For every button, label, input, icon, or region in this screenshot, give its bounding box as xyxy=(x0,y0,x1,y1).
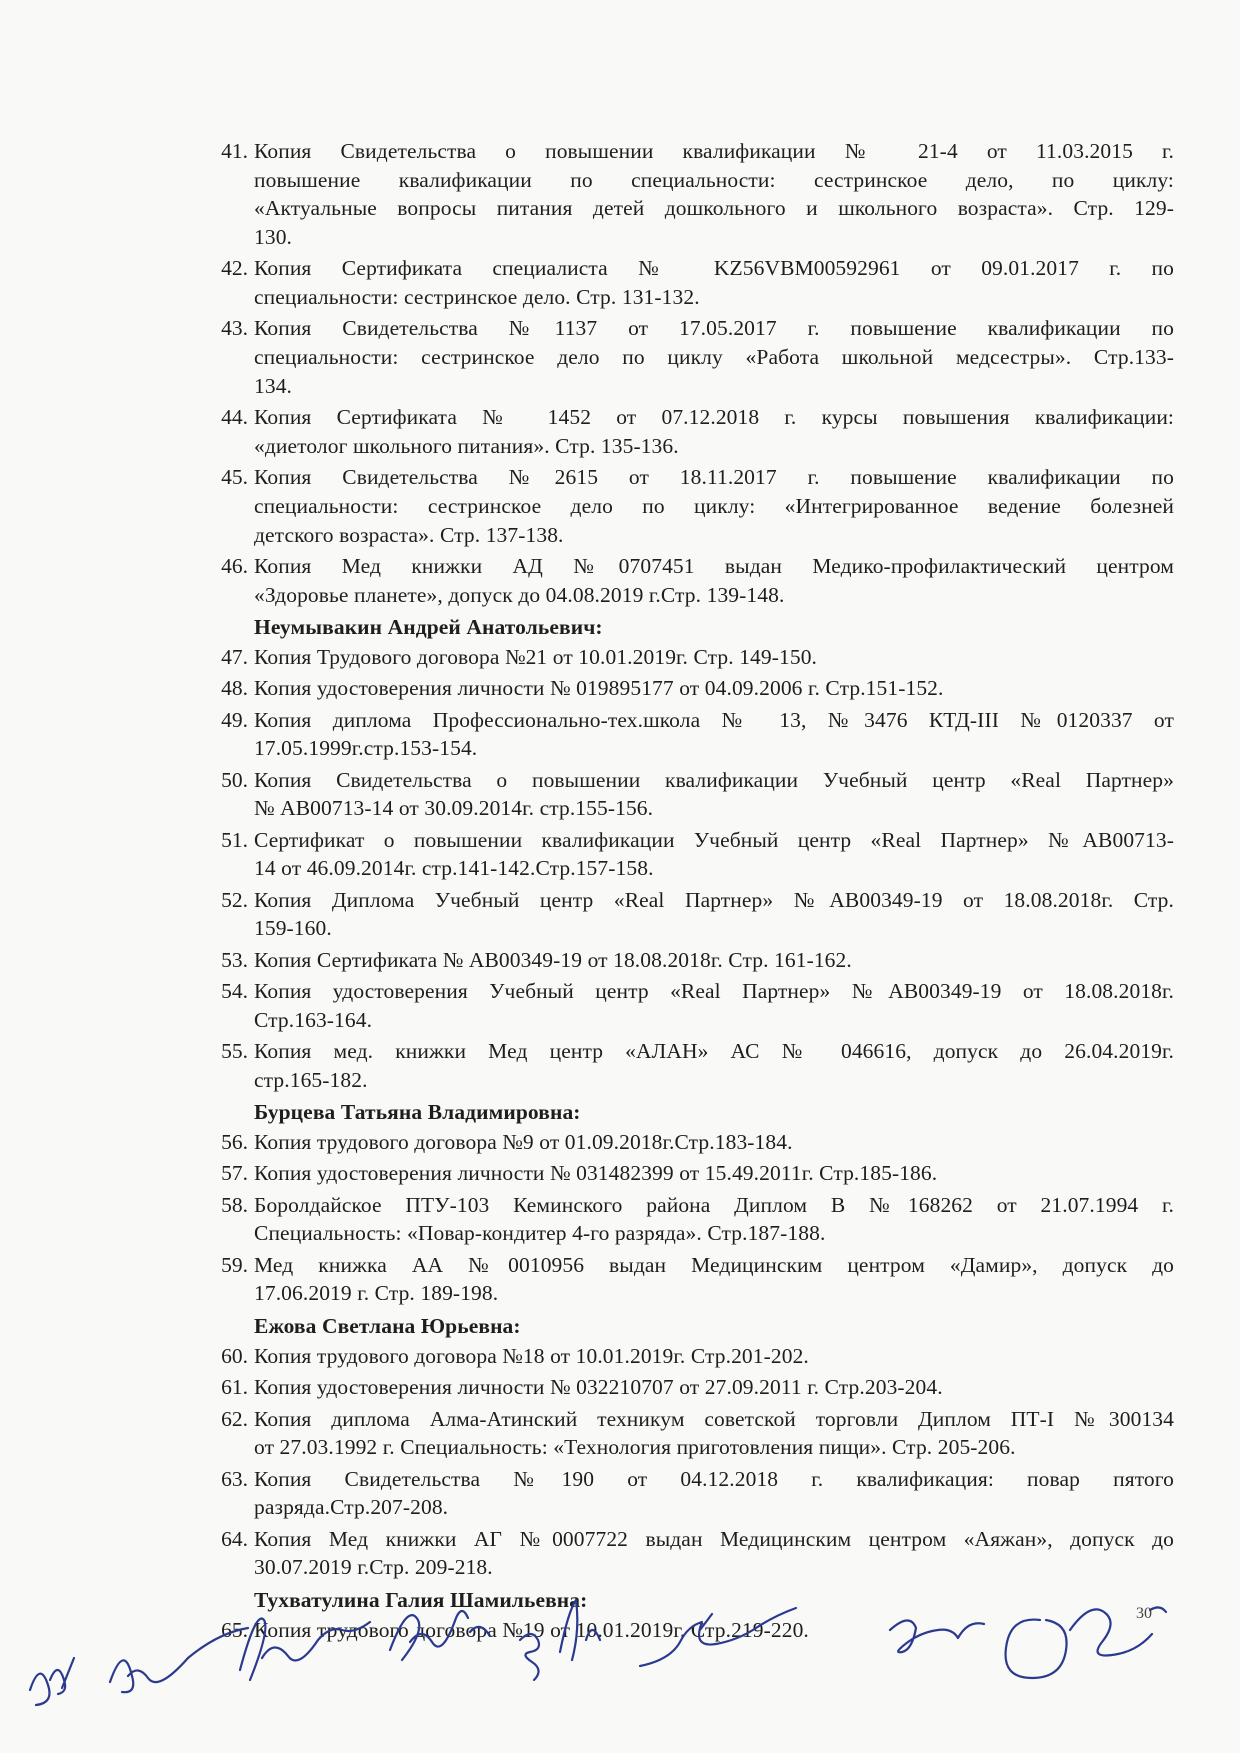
person-heading: Тухватулина Галия Шамильевна: xyxy=(254,1587,588,1612)
item-line: Мед книжка АА №0010956 выдан Медицинским центром «Дамир», допуск до xyxy=(254,1252,1174,1277)
item-number: 57. xyxy=(221,1161,248,1186)
item-line: 17.05.1999г.стр.153-154. xyxy=(254,736,478,761)
item-line: Копия Трудового договора №21 от 10.01.2019г. Стр. 149-150. xyxy=(254,645,818,669)
item-number: 49. xyxy=(221,707,248,732)
item-number: 47. xyxy=(221,645,248,669)
item-line: специальности: сестринское дело по циклу «Работа школьной медсестры». Стр.133- xyxy=(254,345,1174,370)
signature-5 xyxy=(520,1600,600,1680)
item-line: Копия трудового договора №19 от 10.01.2019г. Стр.219-220. xyxy=(254,1617,809,1642)
item-line: Копия Свидетельства о повышении квалификации Учебный центр «Real Партнер» xyxy=(254,767,1174,792)
item-number: 42. xyxy=(221,256,248,281)
item-line: Копия Мед книжки АД №0707451 выдан Медико-профилактический центром xyxy=(254,553,1174,578)
item-number: 58. xyxy=(221,1192,248,1217)
item-line: 159-160. xyxy=(254,916,332,941)
item-line: № АВ00713-14 от 30.09.2014г. стр.155-156. xyxy=(254,796,654,821)
item-number: 50. xyxy=(221,767,248,792)
item-number: 46. xyxy=(221,553,248,578)
item-line: Специальность: «Повар-кондитер 4-го разряда». Стр.187-188. xyxy=(254,1221,826,1246)
item-line: Копия Сертификата специалиста № KZ56VBM00592961 от 09.01.2017 г. по xyxy=(254,256,1174,281)
item-line: Копия Диплома Учебный центр «Real Партнер» №АВ00349-19 от 18.08.2018г. Стр. xyxy=(254,887,1174,912)
item-line: «Актуальные вопросы питания детей дошкольного и школьного возраста». Стр. 129- xyxy=(254,196,1174,221)
item-number: 64. xyxy=(221,1526,248,1551)
item-line: Копия трудового договора №9 от 01.09.2018г.Стр.183-184. xyxy=(254,1130,793,1155)
signature-2 xyxy=(110,1628,248,1692)
item-line: повышение квалификации по специальности: сестринское дело, по циклу: xyxy=(254,167,1174,192)
item-number: 43. xyxy=(221,316,248,341)
item-line: «Здоровье планете», допуск до 04.08.2019 г.Стр. 139-148. xyxy=(254,582,785,607)
item-line: разряда.Стр.207-208. xyxy=(254,1495,449,1520)
signature-6 xyxy=(640,1608,796,1666)
item-line: Копия удостоверения личности № 032210707 от 27.09.2011 г. Стр.203-204. xyxy=(254,1375,943,1400)
item-line: детского возраста». Стр. 137-138. xyxy=(254,522,564,547)
item-number: 56. xyxy=(221,1130,248,1155)
item-number: 55. xyxy=(221,1038,248,1063)
item-number: 44. xyxy=(221,405,248,430)
item-line: Копия диплома Алма-Атинский техникум советской торговли Диплом ПТ-I №300134 xyxy=(254,1406,1174,1431)
item-line: специальности: сестринское дело. Стр. 131-132. xyxy=(254,285,700,310)
item-line: Копия удостоверения личности № 019895177 от 04.09.2006 г. Стр.151-152. xyxy=(254,676,944,701)
item-line: 130. xyxy=(254,225,293,250)
item-number: 51. xyxy=(221,827,248,852)
signature-1 xyxy=(30,1658,74,1705)
item-line: 134. xyxy=(254,373,293,398)
item-line: Копия Свидетельства о повышении квалификации № 21-4 от 11.03.2015 г. xyxy=(254,139,1174,163)
item-line: Копия трудового договора №18 от 10.01.2019г. Стр.201-202. xyxy=(254,1343,809,1368)
item-line: Копия диплома Профессионально-тех.школа № 13, №3476 КТД-III №0120337 от xyxy=(254,707,1174,732)
item-line: от 27.03.1992 г. Специальность: «Технология приготовления пищи». Стр. 205-206. xyxy=(254,1435,1016,1460)
item-line: «диетолог школьного питания». Стр. 135-136. xyxy=(254,433,679,458)
page-number: 30 xyxy=(1136,1605,1152,1622)
item-number: 41. xyxy=(221,139,248,163)
signature-7 xyxy=(890,1620,984,1652)
item-number: 65. xyxy=(221,1617,248,1642)
item-number: 62. xyxy=(221,1406,248,1431)
item-line: Копия мед. книжки Мед центр «АЛАН» АС № 046616, допуск до 26.04.2019г. xyxy=(254,1038,1174,1063)
item-line: 30.07.2019 г.Стр. 209-218. xyxy=(254,1555,493,1580)
item-line: Копия Сертификата № АВ00349-19 от 18.08.2018г. Стр. 161-162. xyxy=(254,947,852,972)
item-line: Копия Свидетельства №1137 от 17.05.2017 г. повышение квалификации по xyxy=(254,316,1174,341)
person-heading: Бурцева Татьяна Владимировна: xyxy=(254,1099,581,1124)
item-line: Копия удостоверения Учебный центр «Real Партнер» №АВ00349-19 от 18.08.2018г. xyxy=(254,978,1174,1003)
item-number: 63. xyxy=(221,1466,248,1491)
item-number: 61. xyxy=(221,1375,248,1400)
signature-3 xyxy=(240,1619,370,1680)
item-line: 14 от 46.09.2014г. стр.141-142.Стр.157-158. xyxy=(254,856,654,881)
item-number: 59. xyxy=(221,1252,248,1277)
item-number: 60. xyxy=(221,1343,248,1368)
item-line: Копия Сертификата № 1452 от 07.12.2018 г. курсы повышения квалификации: xyxy=(254,405,1174,430)
item-number: 48. xyxy=(221,676,248,701)
item-line: специальности: сестринское дело по циклу: «Интегрированное ведение болезней xyxy=(254,493,1174,518)
item-number: 52. xyxy=(221,887,248,912)
item-number: 53. xyxy=(221,947,248,972)
item-line: Копия Свидетельства №190 от 04.12.2018 г. квалификация: повар пятого xyxy=(254,1466,1174,1491)
signature-row xyxy=(0,1570,1240,1753)
signature-4 xyxy=(390,1611,490,1660)
person-heading: Ежова Светлана Юрьевна: xyxy=(254,1313,521,1338)
person-heading: Неумывакин Андрей Анатольевич: xyxy=(254,614,603,639)
item-line: Копия Свидетельства №2615 от 18.11.2017 г. повышение квалификации по xyxy=(254,465,1174,490)
item-line: Боролдайское ПТУ-103 Кеминского района Диплом В №168262 от 21.07.1994 г. xyxy=(254,1192,1174,1217)
item-number: 54. xyxy=(221,978,248,1003)
item-number: 45. xyxy=(221,465,248,490)
item-line: Копия удостоверения личности № 031482399 от 15.49.2011г. Стр.185-186. xyxy=(254,1161,938,1186)
item-line: Стр.163-164. xyxy=(254,1007,373,1032)
item-line: стр.165-182. xyxy=(254,1067,368,1092)
item-line: 17.06.2019 г. Стр. 189-198. xyxy=(254,1281,499,1306)
item-line: Сертификат о повышении квалификации Учебный центр «Real Партнер» №АВ00713- xyxy=(254,827,1174,852)
item-line: Копия Мед книжки АГ №0007722 выдан Медицинским центром «Аяжан», допуск до xyxy=(254,1526,1174,1551)
